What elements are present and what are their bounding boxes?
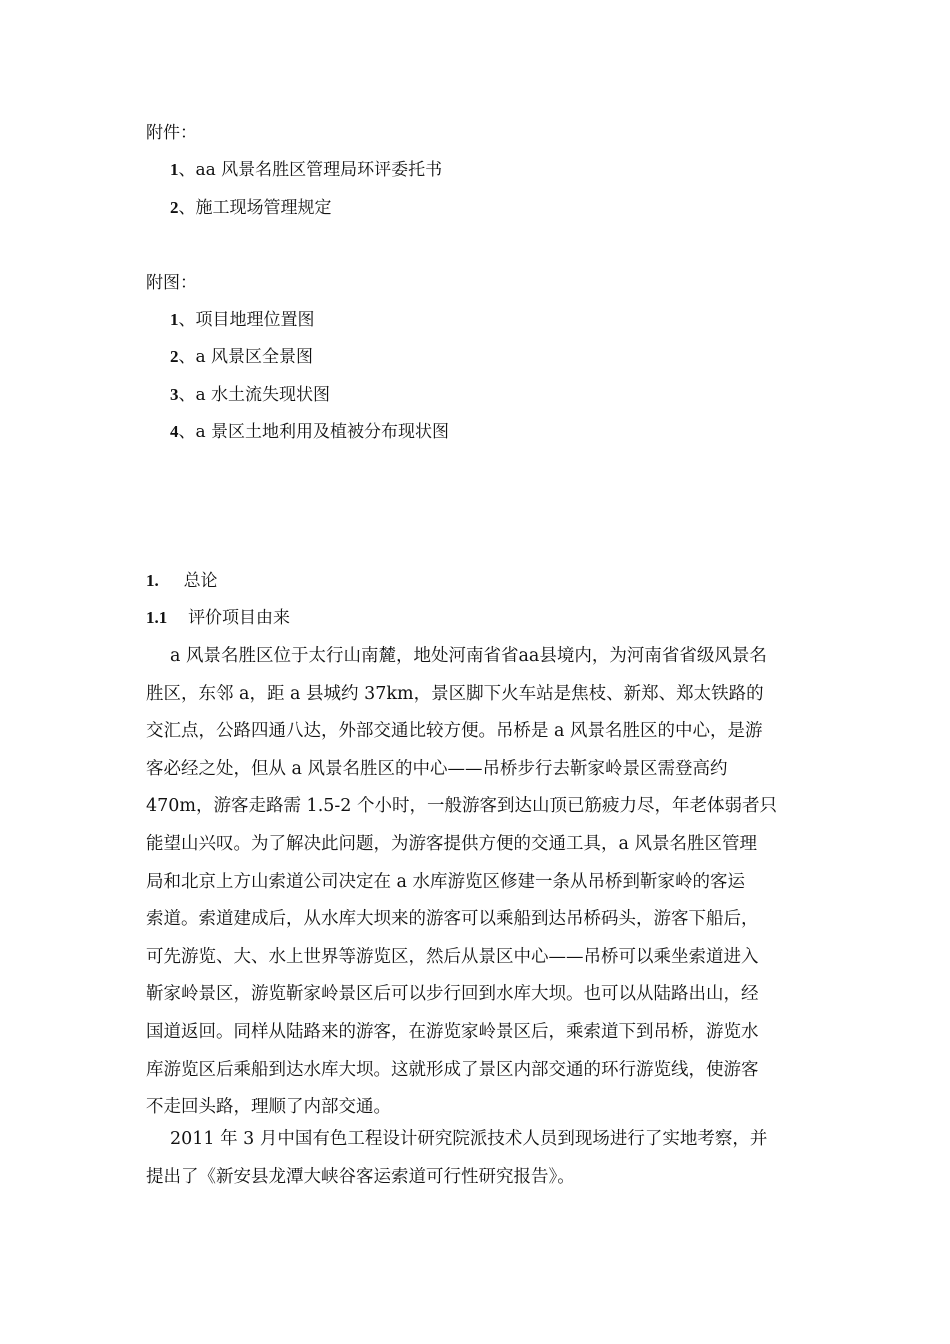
figure-item-number: 1 <box>170 310 179 329</box>
body-line: 索道。索道建成后，从水库大坝来的游客可以乘船到达吊桥码头，游客下船后， <box>146 909 759 930</box>
body-line: 470m，游客走路需 1.5-2 个小时，一般游客到达山顶已筋疲力尽，年老体弱者只 <box>146 796 777 817</box>
body-line: 可先游览、大、水上世界等游览区，然后从景区中心——吊桥可以乘坐索道进入 <box>146 946 759 967</box>
figure-item-text: a 景区土地利用及植被分布现状图 <box>195 422 450 442</box>
figure-item-separator: 、 <box>178 422 196 442</box>
body-line: 国道返回。同样从陆路来的游客，在游览家岭景区后，乘索道下到吊桥，游览水 <box>146 1022 759 1042</box>
section-number: 1. <box>146 571 159 590</box>
attachment-item-text: aa 风景名胜区管理局环评委托书 <box>195 160 443 180</box>
attachment-item-2 <box>170 197 332 219</box>
figure-item-1 <box>170 309 315 331</box>
section-title: 总论 <box>183 571 218 591</box>
attachment-item-text: 施工现场管理规定 <box>195 198 332 218</box>
body-line: 胜区，东邻 a，距 a 县城约 37km，景区脚下火车站是焦枝、新郑、郑太铁路的 <box>146 683 764 704</box>
attachment-item-number: 1 <box>170 160 179 179</box>
figure-item-text: 项目地理位置图 <box>195 310 315 330</box>
body-line: 2011 年 3 月中国有色工程设计研究院派技术人员到现场进行了实地考察，并 <box>170 1129 768 1149</box>
body-line: 库游览区后乘船到达水库大坝。这就形成了景区内部交通的环行游览线，使游客 <box>146 1059 759 1080</box>
figure-item-text: a 风景区全景图 <box>195 347 314 367</box>
attachment-item-number: 2 <box>170 198 179 217</box>
attachments-title: 附件： <box>146 123 197 143</box>
figure-item-number: 2 <box>170 347 179 366</box>
section-heading-1 <box>146 570 218 592</box>
body-line: 交汇点，公路四通八达，外部交通比较方便。吊桥是 a 风景名胜区的中心，是游 <box>146 721 763 742</box>
figure-item-2 <box>170 346 313 368</box>
body-line: a 风景名胜区位于太行山南麓，地处河南省省aa县境内，为河南省省级风景名 <box>170 646 767 666</box>
figure-item-separator: 、 <box>178 347 196 367</box>
attachment-item-separator: 、 <box>178 160 196 180</box>
body-line: 局和北京上方山索道公司决定在 a 水库游览区修建一条从吊桥到靳家岭的客运 <box>146 871 746 892</box>
attachment-item-separator: 、 <box>178 198 196 218</box>
subsection-title: 评价项目由来 <box>188 608 291 628</box>
figure-item-separator: 、 <box>178 385 196 405</box>
figure-item-3 <box>170 384 330 406</box>
body-line: 客必经之处，但从 a 风景名胜区的中心——吊桥步行去靳家岭景区需登高约 <box>146 758 728 779</box>
figure-item-text: a 水土流失现状图 <box>195 385 331 405</box>
subsection-number: 1.1 <box>146 608 168 627</box>
body-line: 不走回头路，理顺了内部交通。 <box>146 1097 391 1118</box>
figures-title: 附图： <box>146 273 197 293</box>
figure-item-number: 4 <box>170 422 179 441</box>
section-heading-1-1 <box>146 607 290 629</box>
attachment-item-1 <box>170 159 442 181</box>
body-line: 能望山兴叹。为了解决此问题，为游客提供方便的交通工具，a 风景名胜区管理 <box>146 834 757 854</box>
body-line: 靳家岭景区，游览靳家岭景区后可以步行回到水库大坝。也可以从陆路出山，经 <box>146 984 759 1005</box>
figure-item-4 <box>170 421 449 443</box>
figure-item-number: 3 <box>170 385 179 404</box>
body-line: 提出了《新安县龙潭大峡谷客运索道可行性研究报告》。 <box>146 1166 575 1187</box>
figure-item-separator: 、 <box>178 310 196 330</box>
